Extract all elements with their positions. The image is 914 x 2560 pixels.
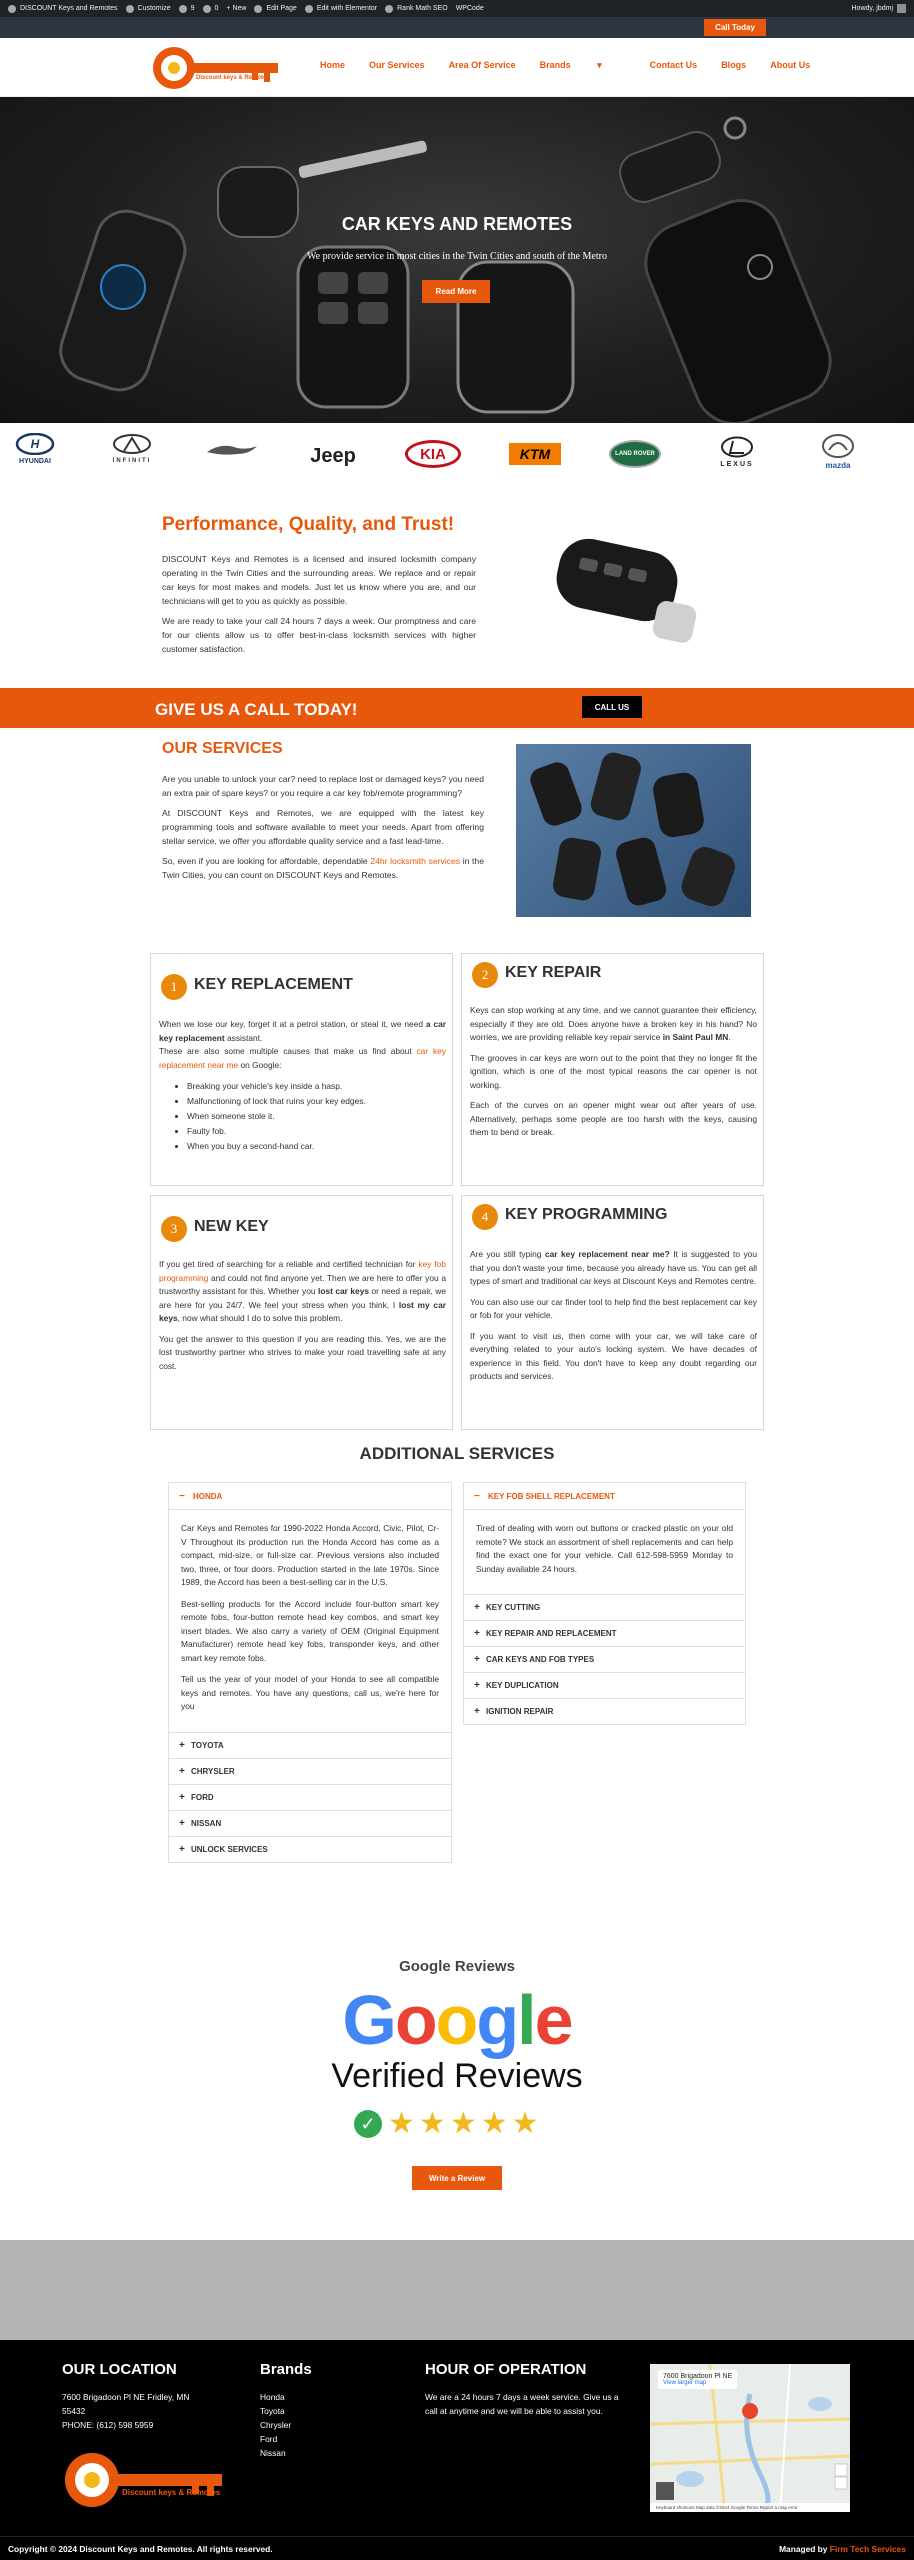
admin-wpcode[interactable]: WPCode — [455, 5, 484, 12]
card-key-replacement: 1 KEY REPLACEMENT When we lose our key, forget it at a petrol station, or steal it, we need a car key replacement assistant. These are also some multiple causes that make us find about car key replacement near me on Google: • Breaking your vehicle's key inside a hasp. • Malfunctioning of lock that ruins your key edges. • When someone stole it. • Faulty fob. • When you buy a second-hand car. — [150, 953, 453, 1186]
brand-lexus[interactable]: LEXUS — [702, 436, 772, 468]
mazda-logo-icon — [821, 434, 855, 458]
call-today-button[interactable]: Call Today — [704, 19, 766, 36]
brand-land-rover[interactable]: LAND ROVER — [600, 440, 670, 468]
chevron-down-icon: ▾ — [597, 60, 602, 70]
admin-account[interactable]: Howdy, jbdmj — [852, 4, 907, 13]
admin-rankmath[interactable]: Rank Math SEO — [385, 5, 448, 13]
plus-icon: + — [474, 1628, 480, 1639]
card-title: NEW KEY — [194, 1218, 269, 1235]
footer-hours-text: We are a 24 hours 7 days a week service. Give us a call at anytime and we will be able to assist you. — [425, 2392, 619, 2416]
list-item: • When you buy a second-hand car. — [187, 1139, 446, 1154]
map-info-box — [658, 2370, 737, 2389]
accordion-key-fob-content: Tired of dealing with worn out buttons or cracked plastic on your old remote? We stock an assortment of shell replacements and can help find the exact one for your vehicle. Call 612-598-5959 Monday to Sunday available 24 hours. — [464, 1509, 745, 1594]
location-map[interactable] — [650, 2364, 850, 2512]
footer-logo-text: Discount keys & Remotes — [122, 2488, 221, 2497]
accordion-chrysler[interactable]: + CHRYSLER — [169, 1758, 451, 1784]
view-larger-map-link[interactable]: View larger map — [663, 2380, 707, 2386]
list-item: • Faulty fob. — [187, 1124, 446, 1139]
car-key-replacement-link[interactable]: car key replacement near me — [159, 1046, 446, 1070]
hero-title: CAR KEYS AND REMOTES — [341, 214, 573, 234]
gray-divider-band — [0, 2240, 914, 2340]
call-band — [0, 688, 914, 728]
map-title: 7600 Brigadoon Pl NE — [663, 2373, 733, 2380]
plus-icon: + — [179, 1791, 185, 1803]
brand-mazda[interactable]: mazda — [803, 434, 873, 470]
main-nav — [320, 60, 834, 71]
nav-area-of-service[interactable]: Area Of Service — [448, 60, 516, 70]
accordion-unlock-services[interactable]: + UNLOCK SERVICES — [169, 1836, 451, 1862]
nav-blogs[interactable]: Blogs — [721, 60, 747, 70]
pencil-icon — [254, 5, 262, 13]
services-title: OUR SERVICES — [162, 740, 283, 757]
comment-icon — [203, 5, 211, 13]
card-number-badge: 3 — [161, 1216, 187, 1242]
write-review-button[interactable]: Write a Review — [412, 2166, 502, 2190]
accordion-left — [168, 1482, 452, 1863]
call-band-title: GIVE US A CALL TODAY! — [155, 700, 358, 719]
managed-by: Managed by Firm Tech Services — [779, 2544, 906, 2554]
accordion-key-fob-header[interactable]: − KEY FOB SHELL REPLACEMENT — [474, 1490, 615, 1502]
footer-brands-title: Brands — [260, 2361, 312, 2378]
key-logo-icon — [152, 44, 282, 92]
accordion-key-repair-replacement[interactable]: + KEY REPAIR AND REPLACEMENT — [464, 1620, 745, 1646]
locksmith-services-link[interactable]: 24hr locksmith services — [370, 856, 461, 866]
car-key-fob-image — [547, 535, 707, 645]
hero-subtitle: We provide service in most cities in the Twin Cities and south of the Metro — [307, 251, 607, 262]
footer-brand-link[interactable]: Ford — [260, 2434, 278, 2444]
footer-hours-title: HOUR OF OPERATION — [425, 2361, 587, 2378]
hero-banner — [0, 97, 914, 423]
intro-title: Performance, Quality, and Trust! — [162, 514, 455, 535]
card-key-programming: 4 KEY PROGRAMMING Are you still typing car key replacement near me? It is suggested to you that you don't waste your time, because you already have us. You can get all types of smart and traditional car keys at Discount Keys and Remotes centre. You can also use our car finder tool to help find the best replacement car key or fob for your vehicle. If you want to visit us, then come with your car, we will take care of everything related to your auto's locking system. We have decades of experience in this field. You don't have to keep any doubt regarding our products and services. — [461, 1195, 764, 1430]
brand-infiniti[interactable]: INFINITI — [97, 433, 167, 464]
call-us-button[interactable]: CALL US — [582, 696, 642, 718]
additional-services-title: ADDITIONAL SERVICES — [359, 1444, 555, 1463]
map-footer: Keyboard shortcuts Map data ©2024 Google Terms Report a map error — [650, 2503, 850, 2512]
star-icon: ★ — [449, 2107, 477, 2140]
plus-icon: + — [474, 1602, 480, 1613]
brand-ktm[interactable]: KTM — [500, 443, 570, 465]
plus-icon: + — [179, 1739, 185, 1751]
card-number-badge: 4 — [472, 1204, 498, 1230]
card-key-repair: 2 KEY REPAIR Keys can stop working at any time, and we cannot guarantee their efficiency, especially if they are old. Does anyone have a broken key in his hand? No worries, we are providing reliable key repair service in Saint Paul MN. The grooves in car keys are worn out to the point that they no longer fit the ignition, which is one of the most typical reasons the car opener is not working. Each of the curves on an opener might wear out after years of use. Alternatively, perhaps some people are too harsh with the keys, causing them to bend or break. — [461, 953, 764, 1186]
brand-jeep[interactable]: Jeep — [310, 445, 356, 467]
star-icon: ★ — [480, 2107, 508, 2140]
car-keys-collection-image — [516, 744, 751, 917]
nav-contact-us[interactable]: Contact Us — [649, 60, 698, 70]
footer-logo[interactable] — [62, 2450, 227, 2510]
brand-logos — [0, 423, 914, 487]
verified-reviews-text: Verified Reviews — [331, 2057, 583, 2095]
card-title: KEY REPLACEMENT — [194, 976, 353, 993]
brand-kia[interactable]: KIA — [398, 440, 468, 468]
nav-brands[interactable]: Brands ▾ — [539, 60, 602, 70]
plus-icon: + — [474, 1680, 480, 1691]
rating-stars — [354, 2107, 543, 2140]
admin-elementor[interactable]: Edit with Elementor — [305, 5, 377, 13]
list-item: • Breaking your vehicle's key inside a hasp. — [187, 1079, 446, 1094]
chart-icon — [385, 5, 393, 13]
footer-brand-link[interactable]: Honda — [260, 2392, 285, 2402]
list-item: • Malfunctioning of lock that ruins your key edges. — [187, 1094, 446, 1109]
accordion-ignition-repair[interactable]: + IGNITION REPAIR — [464, 1698, 745, 1724]
infiniti-logo-icon — [112, 433, 152, 455]
services-text: Are you unable to unlock your car? need to replace lost or damaged keys? you need an extra pair of spare keys? or you require a car key fob/remote programming? At DISCOUNT Keys and Remotes, we are equipped with the latest key programming tools and software available to meet your needs. Apart from offering stellar service, we offer you affordable quality service and a fast lead-time. So, even if you are looking for affordable, dependable 24hr locksmith services in the Twin Cities, you can count on DISCOUNT Keys and Remotes. — [162, 774, 484, 880]
svg-text:H: H — [30, 437, 40, 451]
nav-our-services[interactable]: Our Services — [369, 60, 425, 70]
plus-icon: + — [474, 1706, 480, 1717]
footer-brand-link[interactable]: Nissan — [260, 2448, 286, 2458]
key-logo-icon — [62, 2450, 227, 2510]
site-logo[interactable] — [152, 44, 282, 92]
card-new-key: 3 NEW KEY If you get tired of searching for a reliable and certified technician for key fob programming and could not find anyone yet. Then we are here to offer you a trustworthy assistant for this. Whether you lost car keys or need a repair, we are here for you 24/7. We feel your stress when you think, I lost my car keys, now what should I do to solve this problem. You get the answer to this question if you are reading this. Yes, we are the lost trustworthy partner who strives to make your road travelling safe at any cost. — [150, 1195, 453, 1430]
card-title: KEY REPAIR — [505, 964, 602, 981]
footer-brand-link[interactable]: Toyota — [260, 2406, 285, 2416]
top-call-bar — [0, 17, 914, 38]
admin-comments[interactable]: 0 — [203, 5, 219, 13]
footer-phone[interactable]: PHONE: (612) 598 5959 — [62, 2420, 154, 2430]
nav-about-us[interactable]: About Us — [770, 60, 811, 70]
admin-customize[interactable]: Customize — [126, 5, 171, 13]
brand-hyundai[interactable]: H HYUNDAI — [0, 433, 70, 465]
causes-list — [187, 1079, 446, 1154]
copyright-text: Copyright © 2024 Discount Keys and Remotes. All rights reserved. — [8, 2544, 273, 2554]
nav-home[interactable]: Home — [320, 60, 346, 70]
footer-location-title: OUR LOCATION — [62, 2361, 177, 2378]
accordion-key-cutting[interactable]: + KEY CUTTING — [464, 1594, 745, 1620]
accordion-toyota[interactable]: + TOYOTA — [169, 1732, 451, 1758]
home-icon — [8, 5, 16, 13]
lexus-logo-icon — [720, 436, 754, 458]
footer-address: 7600 Brigadoon Pl NE Fridley, MN 55432 PHONE: (612) 598 5959 — [62, 2392, 190, 2430]
checkmark-icon: ✓ — [354, 2110, 382, 2138]
google-reviews-title: Google Reviews — [399, 1958, 515, 1975]
star-icon: ★ — [511, 2107, 539, 2140]
keys-photo-icon — [516, 744, 751, 917]
accordion-honda-content: Car Keys and Remotes for 1990-2022 Honda Accord, Civic, Pilot, Cr-V Throughout its production run the Honda Accord has come as a compact, mid-size, or full-size car. Previous versions also included two, three, or four doors. Production started in the late 1970s. Since 1989, the Accord has been a best-selling car in the U.S. Best-selling products for the Accord include four-button smart key remote fobs, four-button remote head key combos, and smart key insert blades. We also carry a variety of OEM (Original Equipment Manufacturer) remote head key fobs, transponder keys, and other smart key remote fobs. Tell us the year of your model of your Honda to see all compatible keys and remotes. You have any questions, call us, we're here for you — [169, 1509, 451, 1732]
minus-icon: − — [179, 1490, 185, 1502]
elementor-icon — [305, 5, 313, 13]
plus-icon: + — [474, 1654, 480, 1665]
avatar — [897, 4, 906, 13]
admin-updates[interactable]: 9 — [179, 5, 195, 13]
google-logo: Google — [342, 1981, 572, 2059]
refresh-icon — [179, 5, 187, 13]
accordion-honda-header[interactable]: − HONDA — [179, 1490, 223, 1502]
brush-icon — [126, 5, 134, 13]
plus-icon: + — [179, 1843, 185, 1855]
plus-icon: + — [179, 1765, 185, 1777]
admin-new[interactable]: + New — [226, 5, 247, 12]
admin-bar — [0, 0, 914, 17]
footer-brands-list — [260, 2390, 291, 2460]
admin-edit-page[interactable]: Edit Page — [254, 5, 296, 13]
key-fob-programming-link[interactable]: key fob programming — [159, 1259, 446, 1283]
intro-text: DISCOUNT Keys and Remotes is a licensed and insured locksmith company operating in the Twin Cities and the surrounding areas. We replace and or repair car keys for most makes and models. Just let us know where you are, and our technicians will get to you as quickly as possible. We are ready to take your call 24 hours 7 days a week. Our promptness and care for our clients allow us to offer best-in-class locksmith services with higher customer satisfaction. — [162, 554, 476, 654]
copyright-bar — [0, 2536, 914, 2560]
jaguar-logo-icon — [202, 440, 262, 460]
logo-text: Discount keys & Remotes — [196, 75, 270, 81]
admin-site-name[interactable]: DISCOUNT Keys and Remotes — [8, 5, 118, 13]
card-number-badge: 2 — [472, 962, 498, 988]
star-icon: ★ — [418, 2107, 446, 2140]
accordion-car-keys-fob-types[interactable]: + CAR KEYS AND FOB TYPES — [464, 1646, 745, 1672]
card-number-badge: 1 — [161, 974, 187, 1000]
hyundai-logo-icon — [15, 433, 55, 455]
accordion-ford[interactable]: + FORD — [169, 1784, 451, 1810]
accordion-nissan[interactable]: + NISSAN — [169, 1810, 451, 1836]
star-icon: ★ — [388, 2107, 415, 2140]
card-title: KEY PROGRAMMING — [505, 1206, 668, 1223]
footer-brand-link[interactable]: Chrysler — [260, 2420, 292, 2430]
brand-jaguar[interactable] — [197, 440, 267, 463]
plus-icon: + — [179, 1817, 185, 1829]
accordion-right — [463, 1482, 746, 1725]
firm-tech-link[interactable]: Firm Tech Services — [829, 2544, 906, 2554]
list-item: • When someone stole it. — [187, 1109, 446, 1124]
read-more-button[interactable]: Read More — [422, 280, 490, 303]
minus-icon: − — [474, 1490, 480, 1502]
accordion-key-duplication[interactable]: + KEY DUPLICATION — [464, 1672, 745, 1698]
